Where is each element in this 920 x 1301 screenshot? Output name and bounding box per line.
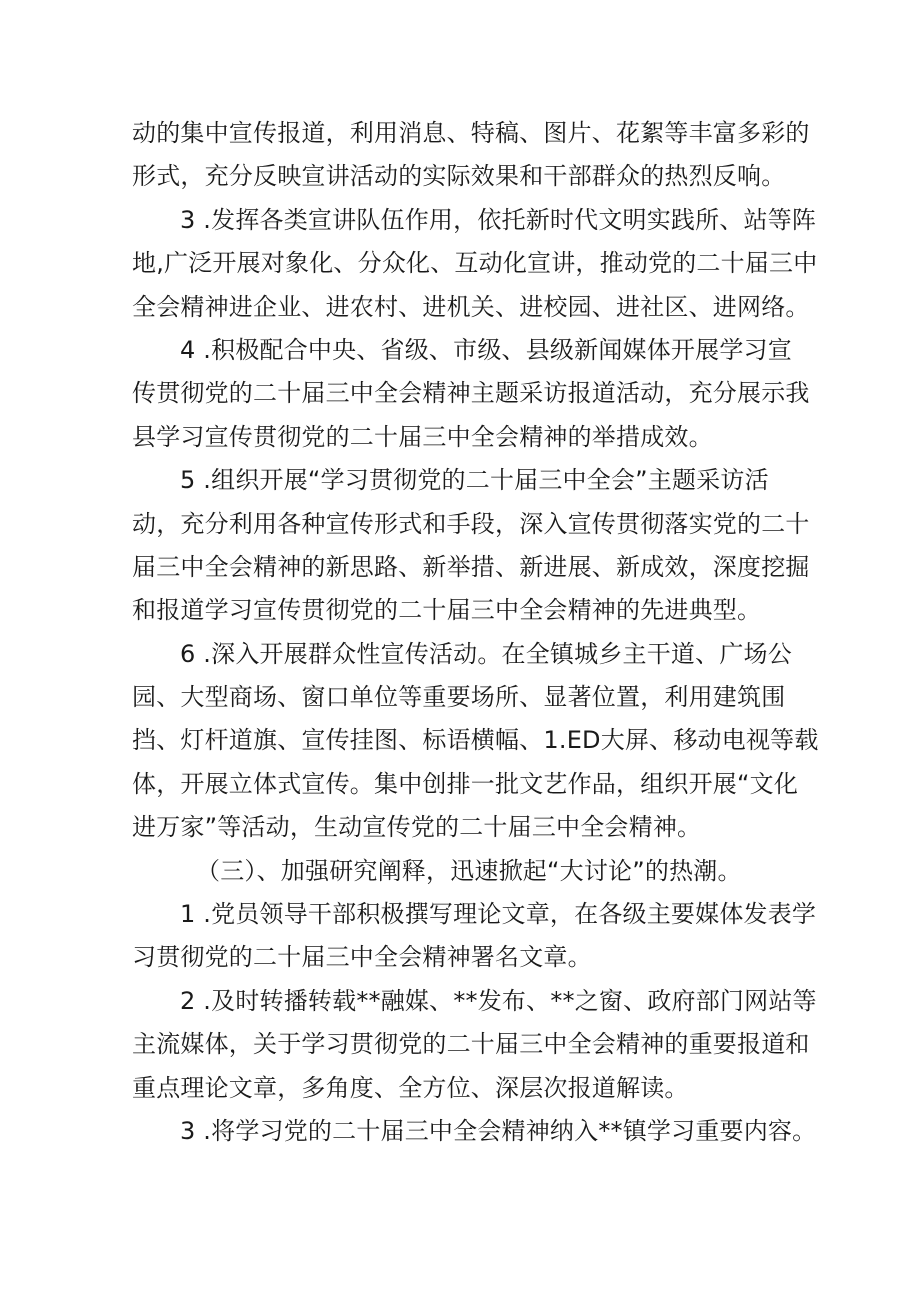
text-line: 体，开展立体式宣传。集中创排一批文艺作品，组织开展“文化	[132, 769, 799, 798]
numbered-paragraph-start: 2 .及时转播转载**融媒、**发布、**之窗、政府部门网站等	[180, 986, 817, 1015]
text-line: 和报道学习宣传贯彻党的二十届三中全会精神的先进典型。	[132, 596, 762, 625]
section-heading: （三）、加强研究阐释，迅速掀起“大讨论”的热潮。	[196, 856, 742, 885]
numbered-paragraph-start: 4 .积极配合中央、省级、市级、县级新闻媒体开展学习宣	[180, 335, 792, 364]
text-line: 传贯彻党的二十届三中全会精神主题采访报道活动，充分展示我	[132, 379, 810, 408]
text-line: 全会精神进企业、进农村、进机关、进校园、进社区、进网络。	[132, 292, 810, 321]
text-line: 动的集中宣传报道，利用消息、特稿、图片、花絮等丰富多彩的	[132, 119, 810, 147]
document-body	[132, 112, 819, 1153]
numbered-paragraph-start: 5 .组织开展“学习贯彻党的二十届三中全会”主题采访活	[180, 466, 769, 495]
numbered-paragraph-start: 3 .将学习党的二十届三中全会精神纳入**镇学习重要内容。	[180, 1116, 817, 1145]
text-line: 挡、灯杆道旗、宣传挂图、标语横幅、1.ED大屏、移动电视等载	[132, 726, 819, 755]
text-line: 县学习宣传贯彻党的二十届三中全会精神的举措成效。	[132, 422, 713, 451]
numbered-paragraph-start: 3 .发挥各类宣讲队伍作用，依托新时代文明实践所、站等阵	[180, 205, 817, 234]
text-line: 重点理论文章，多角度、全方位、深层次报道解读。	[132, 1073, 689, 1102]
text-line: 园、大型商场、窗口单位等重要场所、显著位置，利用建筑围	[132, 683, 786, 712]
text-line: 地,广泛开展对象化、分众化、互动化宣讲，推动党的二十届三中	[132, 249, 818, 278]
text-line: 动，充分利用各种宣传形式和手段，深入宣传贯彻落实党的二十	[132, 509, 810, 538]
text-line: 进万家”等活动，生动宣传党的二十届三中全会精神。	[132, 813, 702, 842]
numbered-paragraph-start: 1 .党员领导干部积极撰写理论文章，在各级主要媒体发表学	[180, 900, 817, 929]
text-line: 习贯彻党的二十届三中全会精神署名文章。	[132, 943, 592, 972]
text-line: 形式，充分反映宣讲活动的实际效果和干部群众的热烈反响。	[132, 162, 786, 191]
numbered-paragraph-start: 6 .深入开展群众性宣传活动。在全镇城乡主干道、广场公	[180, 639, 792, 668]
text-line: 主流媒体，关于学习贯彻党的二十届三中全会精神的重要报道和	[132, 1030, 810, 1059]
text-line: 届三中全会精神的新思路、新举措、新进展、新成效，深度挖掘	[132, 552, 810, 581]
